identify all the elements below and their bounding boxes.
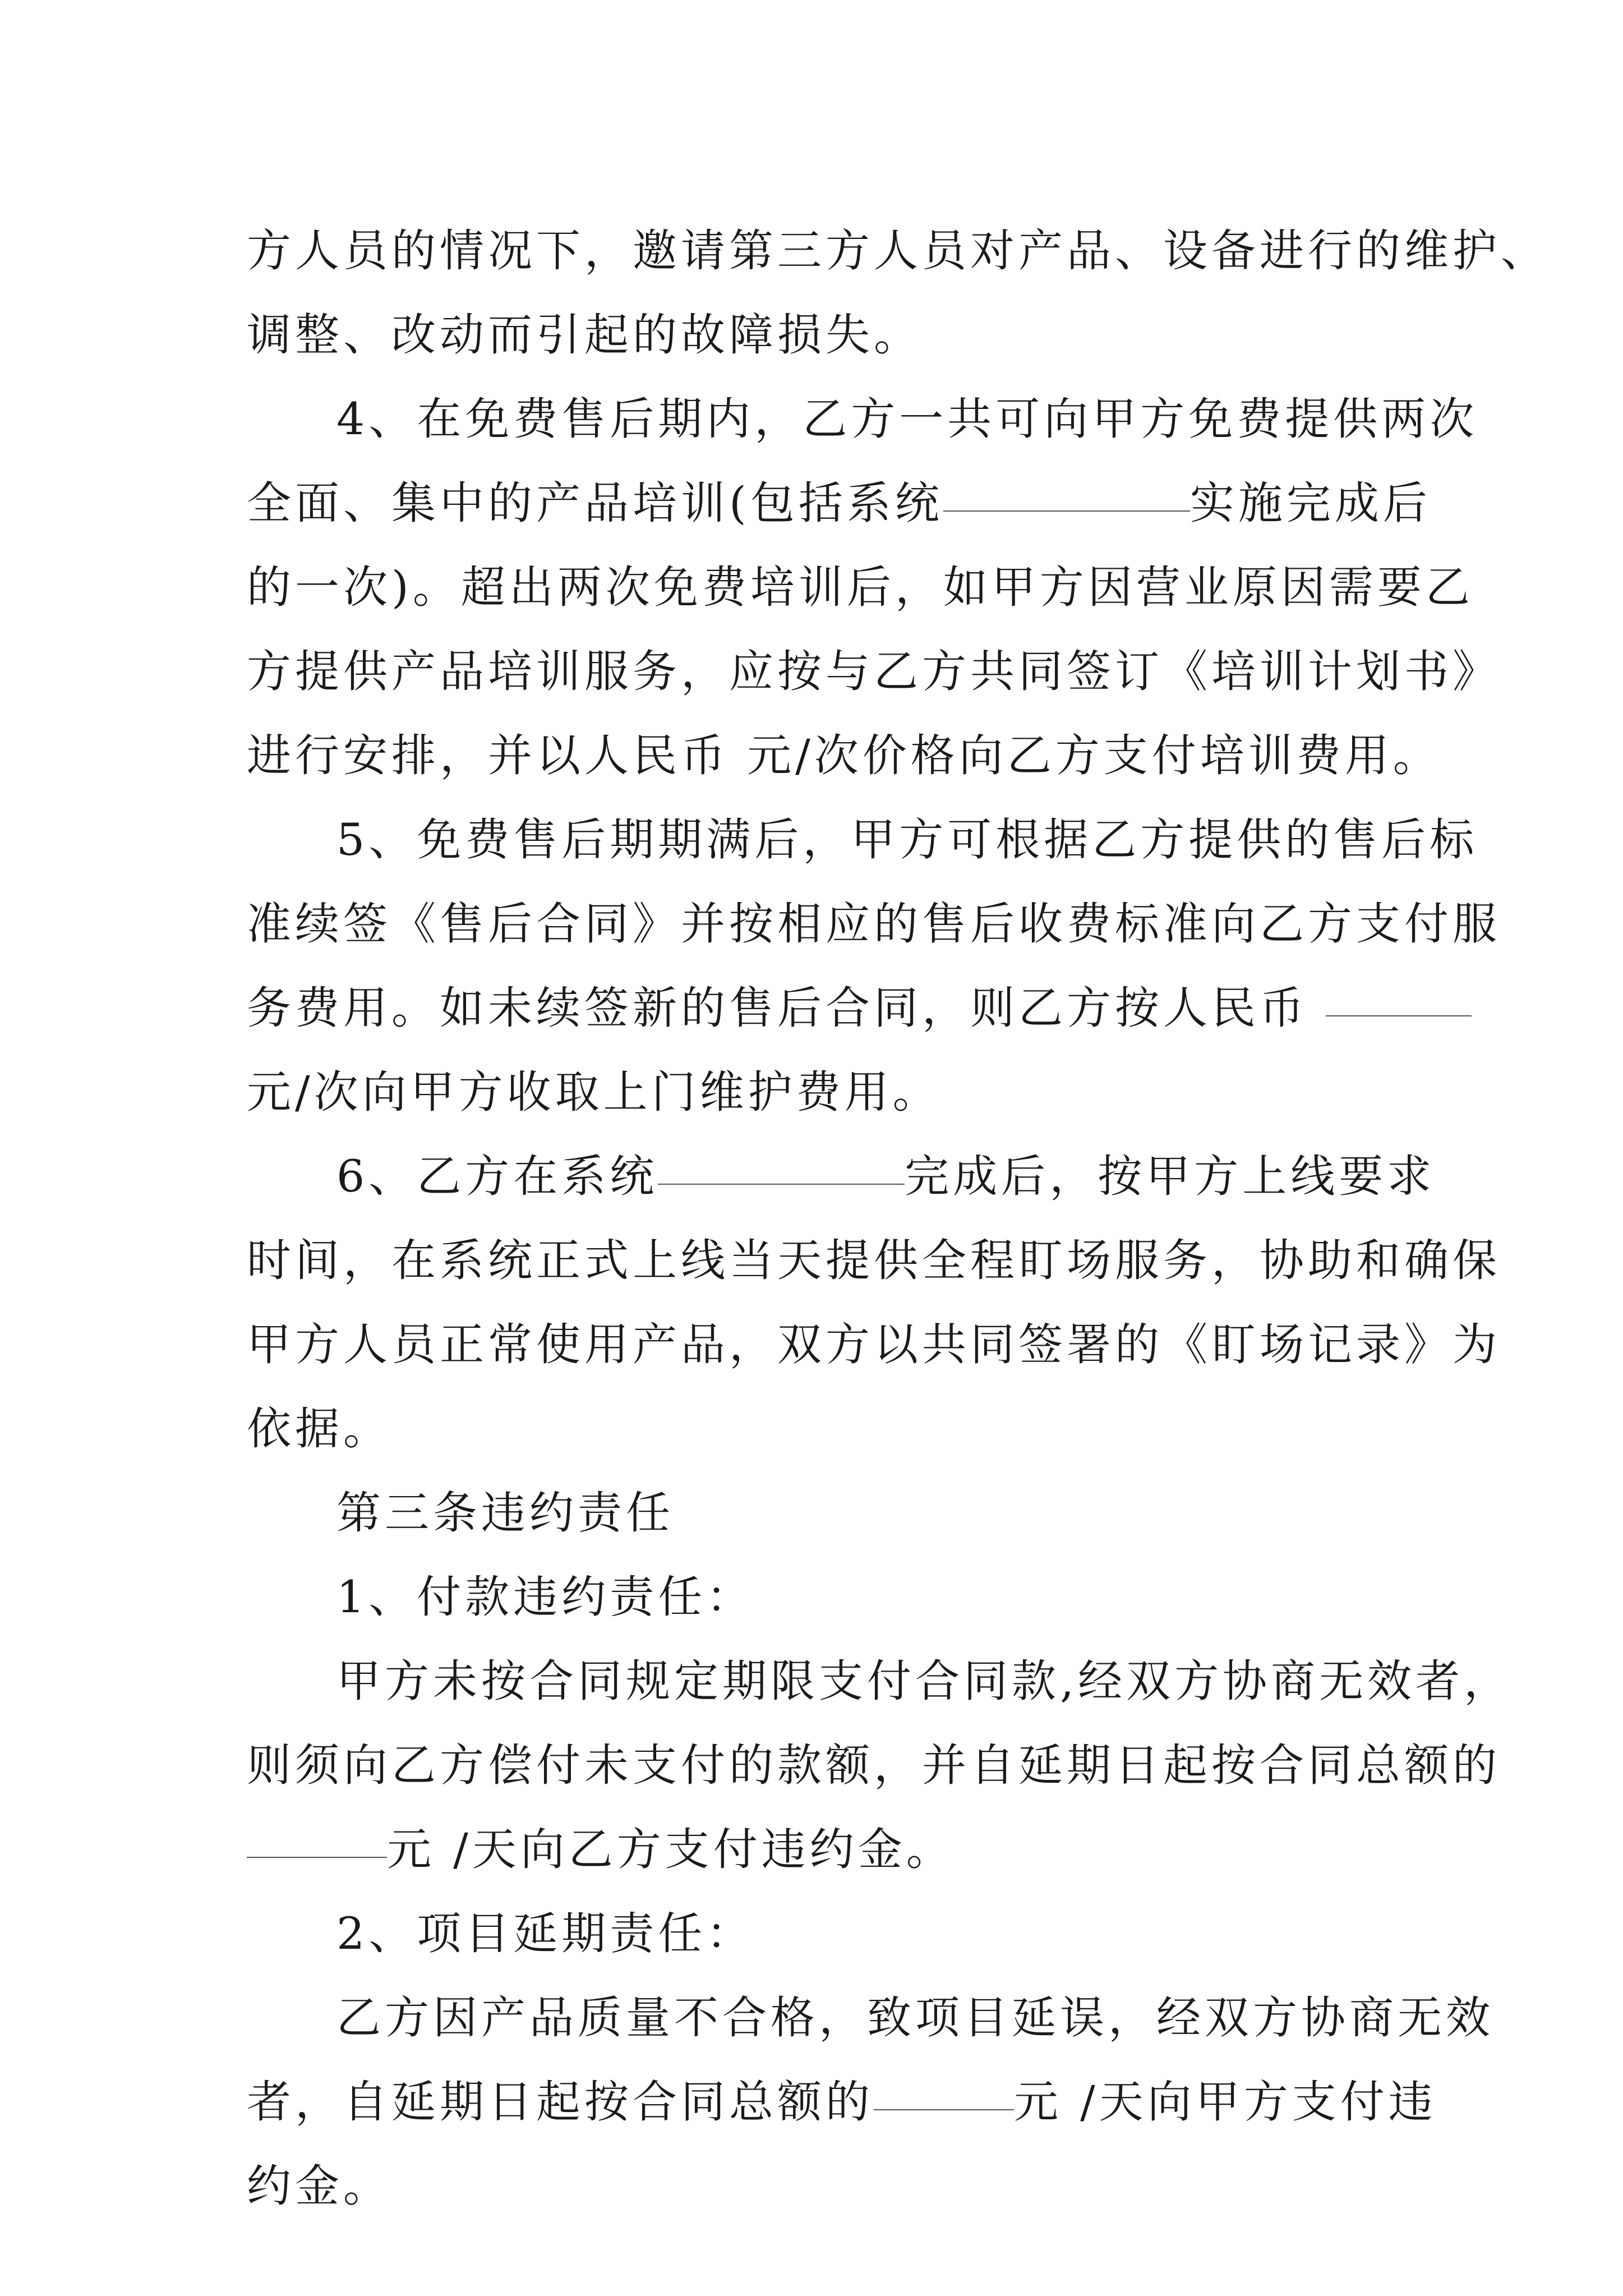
text-segment: 实施完成后 xyxy=(1189,477,1431,529)
text-segment: 元/次向甲方收取上门维护费用。 xyxy=(247,1066,941,1118)
text-segment: 2、项目延期责任： xyxy=(336,1908,755,1959)
text-segment: 4、在免费售后期内，乙方一共可向甲方免费提供两次 xyxy=(336,393,1478,445)
fill-blank xyxy=(1326,1011,1472,1016)
text-line xyxy=(247,461,1431,545)
text-line xyxy=(247,1387,1380,1471)
text-segment: 乙方因产品质量不合格，致项目延误，经双方协商无效 xyxy=(336,1992,1494,2044)
document-body xyxy=(247,209,1549,2228)
text-segment: 完成后，按甲方上线要求 xyxy=(905,1151,1436,1202)
text-segment: 务费用。如未续签新的售后合同，则乙方按人民币 xyxy=(247,982,1326,1034)
text-segment: 5、免费售后期期满后，甲方可根据乙方提供的售后标 xyxy=(336,814,1478,866)
clause-heading xyxy=(247,1892,1380,1976)
text-segment: 准续签《售后合同》并按相应的售后收费标准向乙方支付服 xyxy=(247,898,1501,950)
fill-blank xyxy=(658,1179,905,1185)
section-heading xyxy=(247,1471,1380,1555)
text-line xyxy=(247,798,1478,882)
text-line xyxy=(247,1976,1494,2060)
text-line xyxy=(247,377,1478,461)
text-line xyxy=(247,545,1474,629)
text-segment: 进行安排，并以人民币 元/次价格向乙方支付培训费用。 xyxy=(247,730,1441,781)
text-line xyxy=(247,1807,1380,1892)
text-line xyxy=(247,714,1441,798)
text-segment: 时间，在系统正式上线当天提供全程盯场服务，协助和确保 xyxy=(247,1235,1501,1286)
fill-blank xyxy=(247,1852,387,1858)
text-segment: 依据。 xyxy=(247,1403,391,1455)
text-line xyxy=(247,966,1380,1050)
clause-heading xyxy=(247,1555,1380,1639)
text-segment: 的一次)。超出两次免费培训后，如甲方因营业原因需要乙 xyxy=(247,562,1474,613)
text-segment: 则须向乙方偿付未支付的款额，并自延期日起按合同总额的 xyxy=(247,1740,1501,1791)
text-line xyxy=(247,1639,1513,1723)
text-segment: 调整、改动而引起的故障损失。 xyxy=(247,309,922,361)
text-line xyxy=(247,2144,1380,2228)
text-line xyxy=(247,629,1501,714)
text-line xyxy=(247,1134,1436,1218)
text-segment: 甲方未按合同规定期限支付合同款,经双方协商无效者， xyxy=(336,1655,1513,1707)
text-segment: 方人员的情况下，邀请第三方人员对产品、设备进行的维护、 xyxy=(247,225,1549,277)
text-line xyxy=(247,293,1380,377)
text-line xyxy=(247,1050,1380,1134)
text-segment: 约金。 xyxy=(247,2160,391,2212)
text-line xyxy=(247,209,1549,293)
fill-blank xyxy=(874,2105,1014,2110)
text-segment: 6、乙方在系统 xyxy=(336,1151,658,1202)
text-segment: 者，自延期日起按合同总额的 xyxy=(247,2076,874,2128)
text-segment: 方提供产品培训服务，应按与乙方共同签订《培训计划书》 xyxy=(247,646,1501,697)
text-line xyxy=(247,1303,1501,1387)
text-segment: 甲方人员正常使用产品，双方以共同签署的《盯场记录》为 xyxy=(247,1319,1501,1370)
text-line xyxy=(247,1723,1501,1807)
text-line xyxy=(247,1218,1501,1303)
text-segment: 全面、集中的产品培训(包括系统 xyxy=(247,477,943,529)
text-line xyxy=(247,882,1501,966)
text-segment: 元 /天向甲方支付违 xyxy=(1014,2076,1437,2128)
text-segment: 第三条违约责任 xyxy=(336,1487,674,1539)
text-segment: 1、付款违约责任： xyxy=(336,1571,755,1623)
text-segment: 元 /天向乙方支付违约金。 xyxy=(387,1824,955,1875)
text-line xyxy=(247,2060,1437,2144)
fill-blank xyxy=(943,506,1190,512)
